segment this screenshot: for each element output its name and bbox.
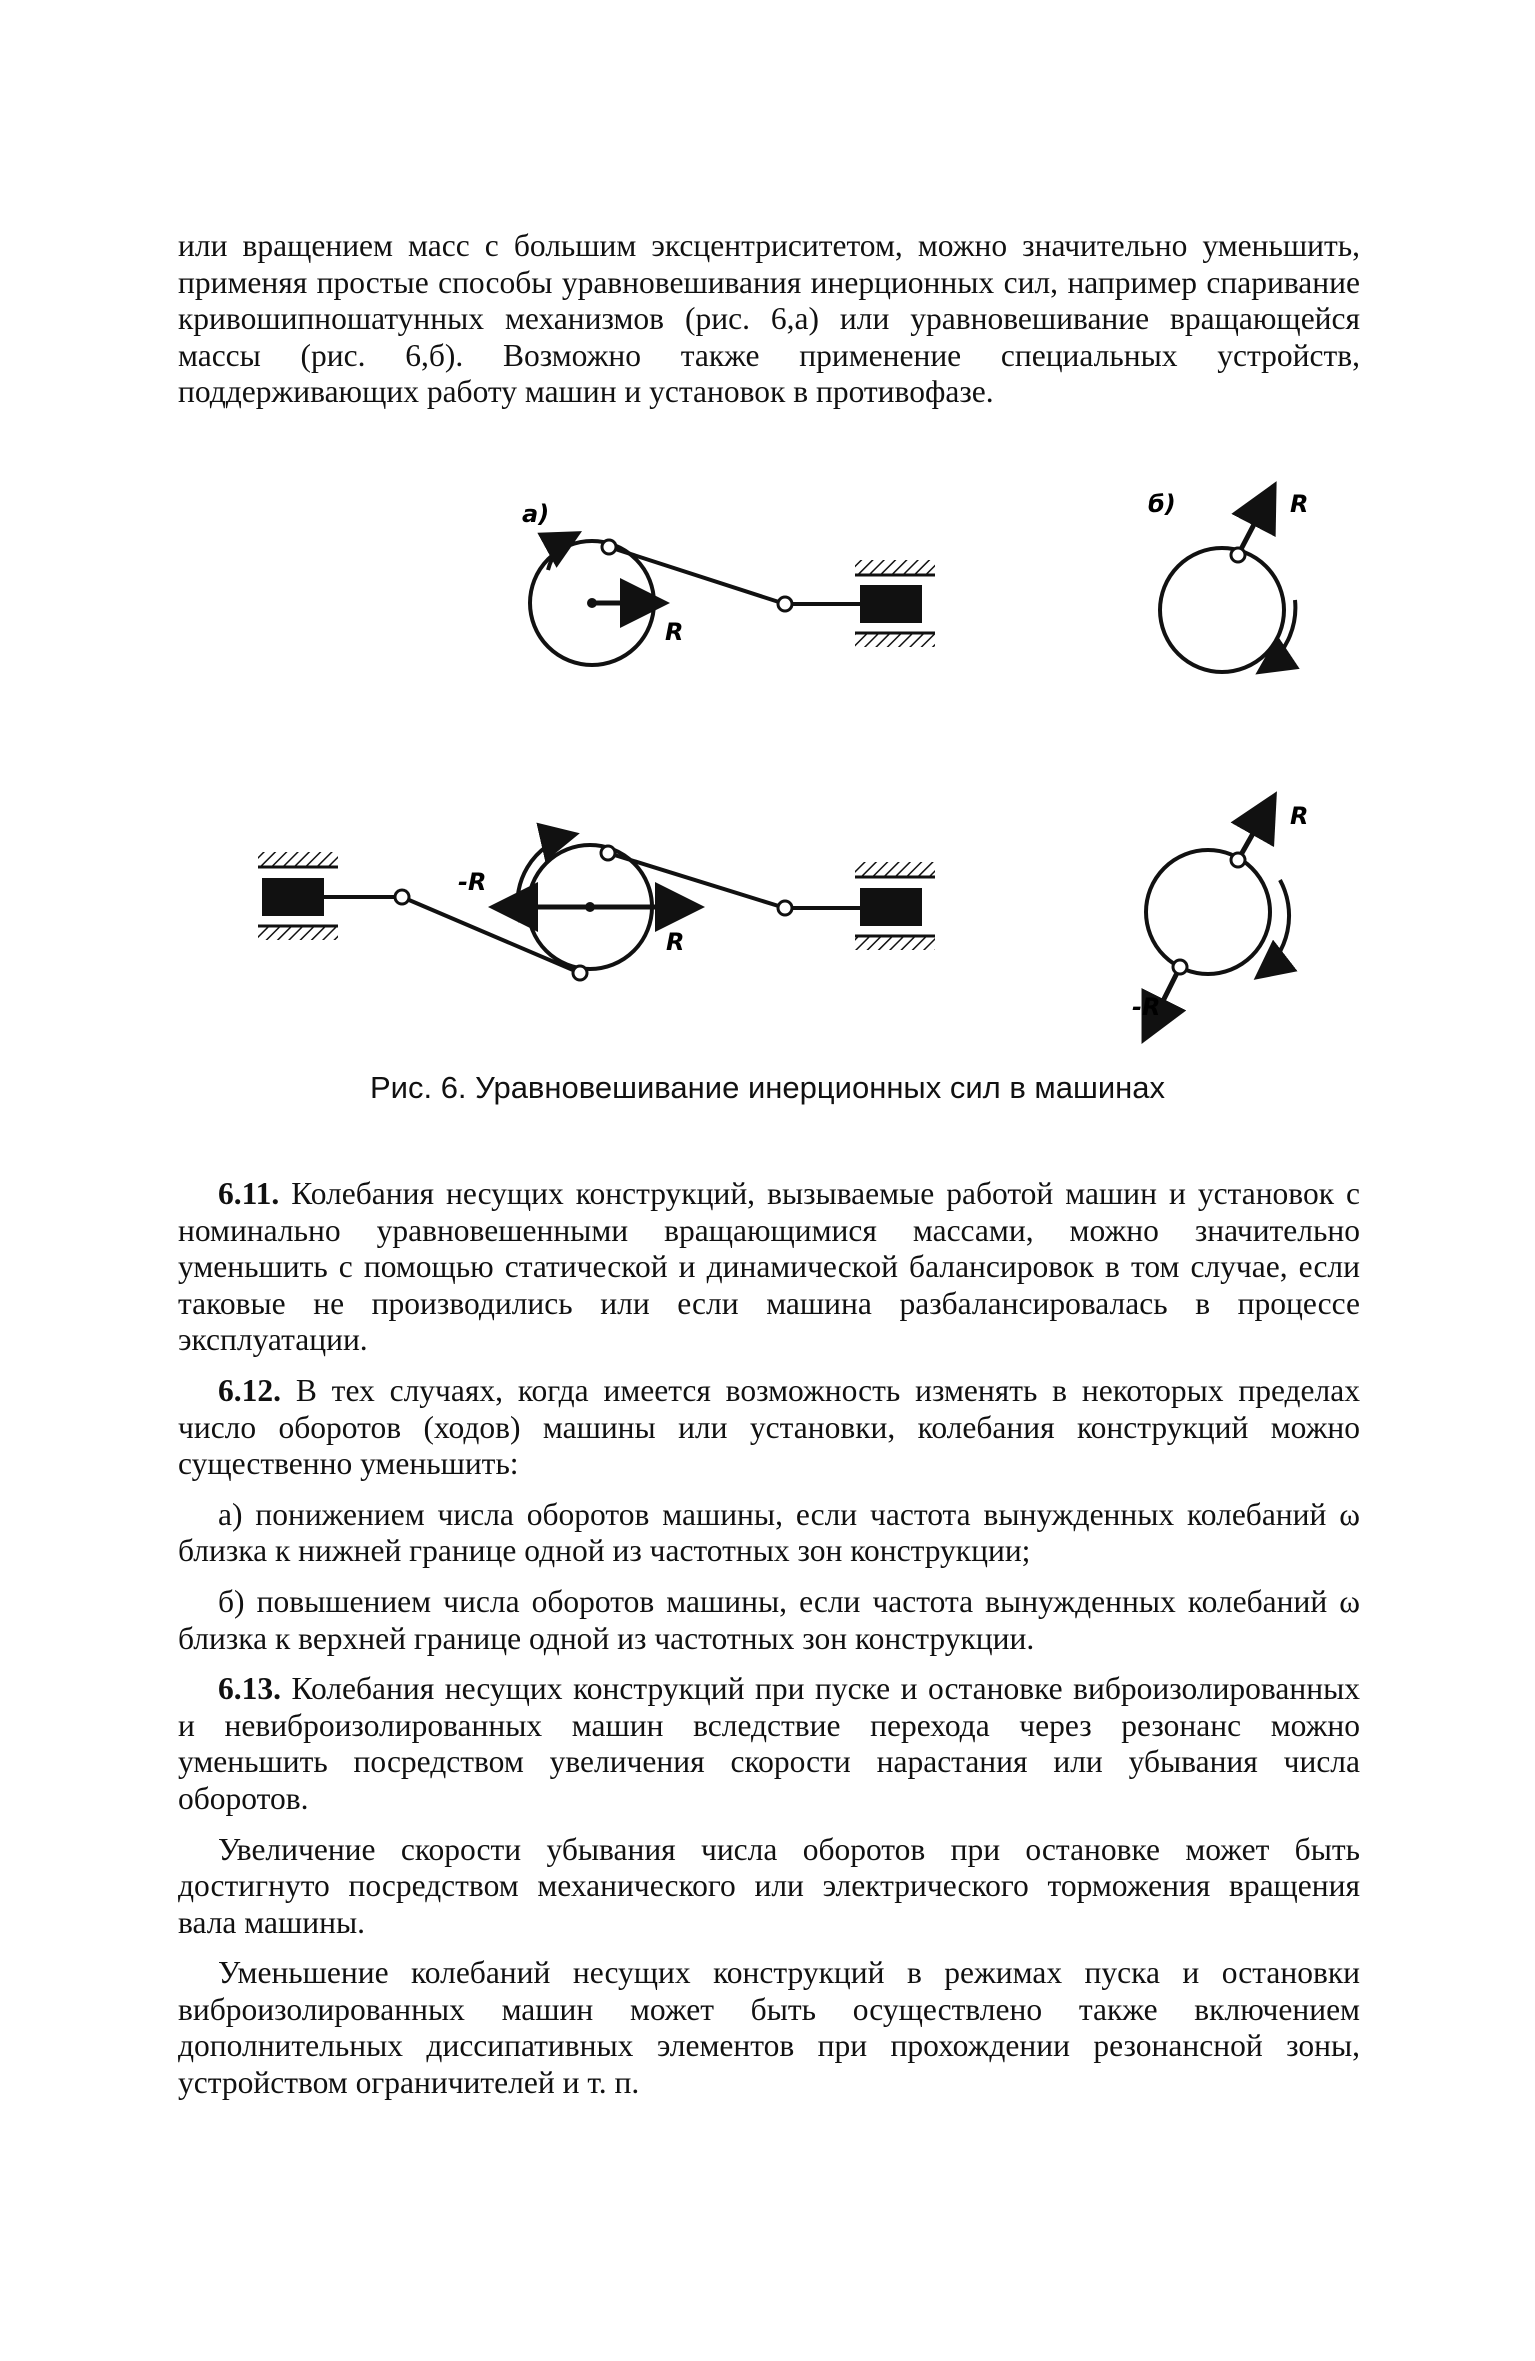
connecting-rod bbox=[609, 547, 785, 604]
label-b: б) bbox=[1148, 490, 1176, 518]
section-text: Колебания несущих конструкций при пуске и остановке виброизолированных и невиброизолированных машин вследствие перехода через резонанс можно уменьшить посредством увеличения скорости нарастания или убывания числа оборотов. bbox=[178, 1671, 1360, 1816]
crank-pin-lower bbox=[573, 966, 587, 980]
force-r-arrow-b2 bbox=[1238, 800, 1272, 860]
item-text: а) понижением числа оборотов машины, если частота вынужденных колебаний ω близка к нижней границе одной из частотных зон конструкции; bbox=[178, 1496, 1360, 1569]
force-r-arrow-b bbox=[1238, 490, 1272, 555]
slider-block-right bbox=[860, 888, 922, 926]
paragraph-braking bbox=[178, 1832, 1360, 1942]
guide-top bbox=[855, 560, 935, 574]
item-b bbox=[178, 1584, 1360, 1657]
figure-a-paired bbox=[258, 835, 935, 980]
section-6-11 bbox=[178, 1176, 1360, 1359]
mass-point-top bbox=[1231, 548, 1245, 562]
paragraph-text: Уменьшение колебаний несущих конструкций в режимах пуска и остановки виброизолированных машин может быть осуществлено также включением дополнительных диссипативных элементов при прохождении резонансной зоны, устройством ограничителей и т. п. bbox=[178, 1955, 1360, 2101]
guide-top-right bbox=[855, 862, 935, 876]
item-a bbox=[178, 1497, 1360, 1570]
body-text bbox=[178, 1176, 1360, 2102]
guide-bottom-left bbox=[258, 926, 338, 940]
slider-block-left bbox=[262, 878, 324, 916]
rotor-circle-top bbox=[1160, 548, 1284, 672]
force-neg-r-label: -R bbox=[458, 868, 487, 896]
label-a: а) bbox=[522, 500, 550, 528]
wrist-pin-left bbox=[395, 890, 409, 904]
item-text: б) повышением числа оборотов машины, если частота вынужденных колебаний ω близка к верхней границе одной из частотных зон конструкции. bbox=[178, 1583, 1360, 1656]
guide-bottom-right bbox=[855, 936, 935, 950]
paragraph-dissipative bbox=[178, 1955, 1360, 2101]
figure-6 bbox=[0, 470, 1535, 1090]
wrist-pin-right bbox=[778, 901, 792, 915]
mass-point-upper bbox=[1231, 853, 1245, 867]
section-text: Колебания несущих конструкций, вызываемые работой машин и установок с номинально уравновешенными вращающимися массами, можно значительно уменьшить с помощью статической и динамической балансировок в том случае, если таковые не производились или если машина разбалансировалась в процессе эксплуатации. bbox=[178, 1176, 1360, 1358]
section-text: В тех случаях, когда имеется возможность изменять в некоторых пределах число оборотов (ходов) машины или установки, колебания конструкций можно существенно уменьшить: bbox=[178, 1372, 1360, 1482]
center-point bbox=[587, 598, 597, 608]
mass-point-lower bbox=[1173, 960, 1187, 974]
intro-text: или вращением масс с большим эксцентриситетом, можно значительно уменьшить, применяя простые способы уравновешивания инерционных сил, например спаривание кривошипношатунных механизмов (рис. 6,а) или уравновешивание вращающейся массы (рис. 6,б). Возможно также применение специальных устройств, поддерживающих работу машин и установок в противофазе. bbox=[178, 228, 1360, 409]
guide-top-left bbox=[258, 852, 338, 866]
section-6-12 bbox=[178, 1373, 1360, 1483]
wrist-pin bbox=[778, 597, 792, 611]
crank-pin-upper bbox=[601, 846, 615, 860]
figure-b-balanced bbox=[1132, 800, 1308, 1035]
section-6-13 bbox=[178, 1671, 1360, 1817]
section-number: 6.11. bbox=[218, 1176, 280, 1211]
guide-bottom bbox=[855, 633, 935, 647]
paragraph-text: Увеличение скорости убывания числа оборотов при остановке может быть достигнуто посредством механического или электрического торможения вращения вала машины. bbox=[178, 1831, 1360, 1940]
crank-pin bbox=[602, 540, 616, 554]
rotation-arrow-b2 bbox=[1260, 880, 1289, 975]
force-r-label-b2: R bbox=[1290, 802, 1309, 830]
force-r-label-b: R bbox=[1290, 490, 1309, 518]
section-number: 6.13. bbox=[218, 1671, 281, 1707]
force-r-label-paired: R bbox=[666, 928, 685, 956]
rotor-circle-bottom bbox=[1146, 850, 1270, 974]
force-neg-r-label-b: -R bbox=[1132, 993, 1161, 1021]
section-number: 6.12. bbox=[218, 1372, 281, 1408]
figure-a bbox=[522, 500, 935, 665]
slider-block bbox=[860, 585, 922, 623]
center-point-paired bbox=[585, 902, 595, 912]
figure-caption: Рис. 6. Уравновешивание инерционных сил в машинах bbox=[369, 1070, 1166, 1105]
intro-paragraph bbox=[178, 228, 1360, 411]
force-r-label: R bbox=[665, 618, 684, 646]
connecting-rod-right bbox=[608, 853, 785, 908]
figure-b-top bbox=[1148, 490, 1308, 672]
rotation-arrow bbox=[548, 535, 575, 570]
